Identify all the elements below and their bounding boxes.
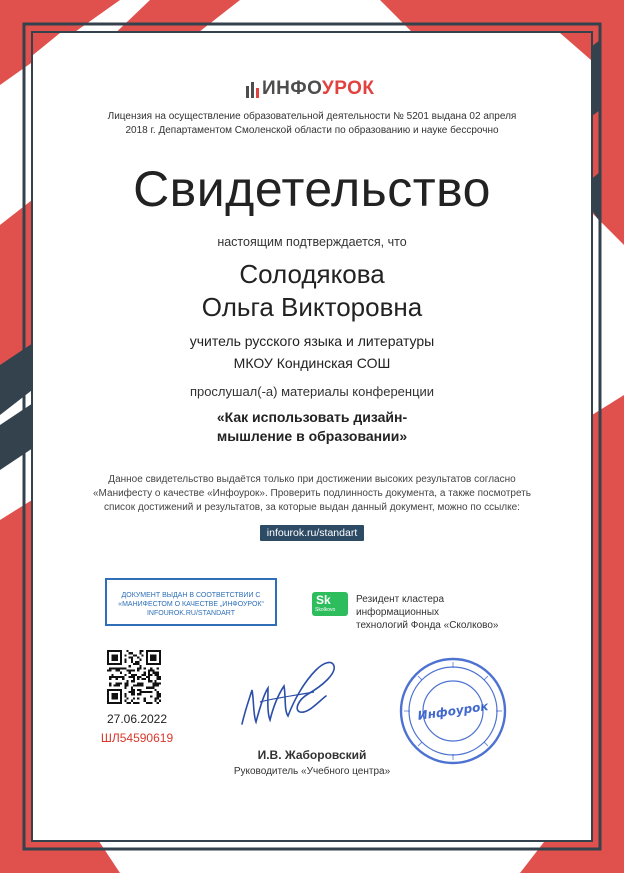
qr-module: [126, 698, 128, 700]
qr-module: [135, 685, 137, 687]
qr-module: [116, 682, 118, 684]
qr-module: [155, 674, 157, 676]
qr-module: [124, 661, 126, 663]
qr-module: [131, 676, 133, 678]
qr-module: [133, 676, 135, 678]
qr-module: [142, 685, 144, 687]
qr-module: [157, 693, 159, 695]
logo-bars-icon: [246, 80, 260, 98]
standart-link-button[interactable]: infourok.ru/standart: [260, 525, 364, 541]
qr-module: [135, 661, 137, 663]
qr-module: [131, 693, 133, 695]
qr-module: [148, 674, 150, 676]
qr-module: [137, 676, 139, 678]
qr-module: [150, 680, 152, 682]
qr-module: [116, 678, 118, 680]
skolkovo-logo-small: Skolkovo: [315, 607, 336, 613]
qr-module: [157, 672, 159, 674]
qr-module: [142, 650, 144, 652]
director-role: Руководитель «Учебного центра»: [233, 766, 391, 777]
qr-module: [126, 650, 128, 652]
qr-module: [120, 667, 122, 669]
qr-module: [157, 682, 159, 684]
skolkovo-logo-text: Sk: [316, 593, 331, 607]
qr-module: [107, 669, 109, 671]
qr-module: [144, 691, 146, 693]
qr-module: [116, 669, 118, 671]
qr-module: [135, 674, 137, 676]
qr-module: [131, 687, 133, 689]
qr-module: [133, 689, 135, 691]
quality-manifest-stamp: [105, 578, 277, 626]
qr-module: [133, 702, 135, 704]
qr-module: [142, 682, 144, 684]
qr-module: [159, 676, 161, 678]
qr-module: [113, 667, 115, 669]
qr-module: [137, 682, 139, 684]
qr-module: [129, 656, 131, 658]
qr-module: [131, 669, 133, 671]
qr-module: [124, 693, 126, 695]
qr-module: [133, 663, 135, 665]
stamp-line: «МАНИФЕСТОМ О КАЧЕСТВЕ „ИНФОУРОК“: [118, 601, 264, 608]
qr-module: [131, 680, 133, 682]
qr-module: [133, 680, 135, 682]
qr-module: [157, 702, 159, 704]
issue-date: 27.06.2022: [106, 712, 168, 726]
qr-module: [124, 659, 126, 661]
qr-module: [150, 702, 152, 704]
qr-module: [152, 682, 154, 684]
qr-module: [111, 667, 113, 669]
qr-module: [152, 672, 154, 674]
seal-stamp-icon: [398, 656, 508, 766]
qr-module: [131, 700, 133, 702]
qr-module: [118, 682, 120, 684]
qr-module: [122, 676, 124, 678]
qr-module: [159, 678, 161, 680]
skolkovo-resident-text: [356, 593, 526, 632]
qr-module: [139, 650, 141, 652]
license-line: 2018 г. Департаментом Смоленской области по образованию и науке бессрочно: [125, 125, 499, 136]
qr-module: [139, 665, 141, 667]
qr-module: [131, 691, 133, 693]
qr-module: [148, 676, 150, 678]
qr-module: [144, 674, 146, 676]
qr-module: [109, 667, 111, 669]
qr-module: [137, 667, 139, 669]
qr-module: [152, 669, 154, 671]
qr-module: [120, 682, 122, 684]
qr-module: [129, 676, 131, 678]
qr-module: [139, 691, 141, 693]
qr-module: [135, 663, 137, 665]
qr-module: [124, 685, 126, 687]
qr-module: [150, 669, 152, 671]
qr-module: [109, 669, 111, 671]
license-line: Лицензия на осуществление образовательной деятельности № 5201 выдана 02 апреля: [107, 111, 517, 122]
qr-module: [150, 691, 152, 693]
license-text: [0, 110, 624, 138]
qr-module: [146, 702, 148, 704]
qr-module: [111, 676, 113, 678]
qr-module: [144, 700, 146, 702]
qr-module: [124, 654, 126, 656]
qr-module: [150, 667, 152, 669]
qr-module: [113, 676, 115, 678]
qr-module: [139, 659, 141, 661]
qr-module: [124, 695, 126, 697]
conference-title: [0, 408, 624, 446]
certificate-title: Свидетельство: [133, 161, 491, 217]
qr-module: [133, 674, 135, 676]
qr-module: [118, 685, 120, 687]
listened-text: прослушал(-а) материалы конференции: [189, 384, 435, 399]
qr-module: [131, 674, 133, 676]
qr-module: [150, 695, 152, 697]
qr-module: [120, 676, 122, 678]
qr-module: [109, 685, 111, 687]
skolkovo-line: Резидент кластера информационных: [356, 594, 445, 618]
qr-module: [144, 672, 146, 674]
qr-module: [139, 689, 141, 691]
qr-module: [148, 680, 150, 682]
qr-module: [142, 678, 144, 680]
qr-module: [124, 674, 126, 676]
qr-module: [126, 669, 128, 671]
qr-module: [148, 687, 150, 689]
qr-module: [139, 682, 141, 684]
qr-module: [152, 687, 154, 689]
qr-module: [159, 700, 161, 702]
notice-line: Данное свидетельство выдаётся только при достижении высоких результатов согласно: [108, 474, 516, 485]
director-name: И.В. Жаборовский: [257, 748, 367, 762]
qr-module: [139, 652, 141, 654]
qr-module: [122, 667, 124, 669]
qr-module: [109, 678, 111, 680]
recipient-position: [0, 330, 624, 374]
logo-part-urok: УРОК: [321, 78, 375, 99]
qr-module: [126, 682, 128, 684]
recipient-surname: Солодякова: [239, 259, 385, 289]
qr-module: [135, 654, 137, 656]
qr-module: [150, 674, 152, 676]
qr-module: [139, 693, 141, 695]
qr-module: [131, 661, 133, 663]
qr-module: [155, 689, 157, 691]
qr-module: [137, 678, 139, 680]
qr-module: [129, 672, 131, 674]
qr-module: [148, 691, 150, 693]
qr-module: [129, 702, 131, 704]
notice-line: «Манифесту о качестве «Инфоурок». Проверить подлинность документа, а также посмотреть: [93, 488, 531, 499]
qr-code-icon[interactable]: [107, 650, 161, 704]
qr-module: [148, 672, 150, 674]
qr-module: [159, 693, 161, 695]
qr-module: [157, 667, 159, 669]
qr-module: [137, 685, 139, 687]
qr-module: [155, 698, 157, 700]
seal-center-text: Инфоурок: [416, 699, 490, 723]
qr-module: [139, 685, 141, 687]
qr-module: [133, 698, 135, 700]
qr-module: [146, 687, 148, 689]
skolkovo-logo: [312, 592, 348, 616]
qr-module: [118, 676, 120, 678]
qr-module: [157, 695, 159, 697]
qr-module: [131, 652, 133, 654]
qr-module: [118, 669, 120, 671]
qr-module: [133, 654, 135, 656]
infourok-logo: [246, 78, 380, 100]
qr-module: [126, 685, 128, 687]
qr-module: [159, 682, 161, 684]
logo-text: [262, 78, 375, 100]
qr-module: [135, 702, 137, 704]
qr-module: [131, 659, 133, 661]
recipient-given-names: Ольга Викторовна: [201, 292, 423, 322]
qr-module: [109, 676, 111, 678]
qr-module: [113, 685, 115, 687]
qr-module: [155, 680, 157, 682]
qr-module: [150, 687, 152, 689]
notice-line: список достижений и результатов, за которые выдан данный документ, можно по ссылке:: [104, 502, 520, 513]
qr-module: [159, 695, 161, 697]
qr-module: [139, 667, 141, 669]
qr-module: [155, 672, 157, 674]
conference-line: мышление в образовании»: [216, 428, 408, 444]
conference-line: «Как использовать дизайн-: [216, 409, 408, 425]
qr-module: [126, 680, 128, 682]
qr-module: [111, 674, 113, 676]
qr-module: [157, 691, 159, 693]
qr-module: [142, 654, 144, 656]
qr-module: [142, 674, 144, 676]
qr-module: [124, 682, 126, 684]
qr-module: [148, 702, 150, 704]
qr-module: [157, 685, 159, 687]
qr-module: [133, 678, 135, 680]
qr-module: [137, 689, 139, 691]
qr-module: [122, 678, 124, 680]
side-red-shape: [592, 395, 624, 873]
stamp-line: ДОКУМЕНТ ВЫДАН В СООТВЕТСТВИИ С: [121, 592, 261, 599]
qr-module: [146, 691, 148, 693]
qr-module: [155, 700, 157, 702]
qr-module: [142, 691, 144, 693]
verification-notice: [0, 473, 624, 515]
logo-part-info: ИНФО: [262, 78, 322, 99]
qr-module: [124, 667, 126, 669]
qr-module: [148, 678, 150, 680]
qr-module: [152, 685, 154, 687]
qr-module: [129, 691, 131, 693]
qr-module: [124, 700, 126, 702]
qr-module: [131, 689, 133, 691]
recipient-name: [0, 258, 624, 324]
qr-module: [116, 676, 118, 678]
confirm-text: настоящим подтверждается, что: [217, 235, 407, 249]
qr-module: [137, 702, 139, 704]
qr-module: [137, 663, 139, 665]
skolkovo-line: технологий Фонда «Сколково»: [356, 620, 499, 631]
stamp-line: INFOUROK.RU/STANDART: [146, 610, 236, 617]
qr-module: [146, 676, 148, 678]
recipient-role: учитель русского языка и литературы: [189, 333, 435, 349]
qr-module: [131, 656, 133, 658]
qr-module: [129, 652, 131, 654]
qr-module: [137, 656, 139, 658]
qr-module: [116, 667, 118, 669]
qr-module: [157, 676, 159, 678]
certificate-serial: ШЛ54590619: [100, 731, 174, 745]
qr-module: [155, 685, 157, 687]
qr-module: [157, 698, 159, 700]
recipient-school: МКОУ Кондинская СОШ: [233, 355, 391, 371]
qr-module: [133, 693, 135, 695]
signature-icon: [234, 652, 344, 737]
qr-module: [118, 667, 120, 669]
qr-module: [120, 672, 122, 674]
qr-module: [144, 678, 146, 680]
qr-module: [109, 682, 111, 684]
qr-module: [124, 687, 126, 689]
qr-module: [155, 682, 157, 684]
qr-module: [157, 674, 159, 676]
qr-module: [137, 661, 139, 663]
qr-module: [126, 702, 128, 704]
qr-module: [139, 676, 141, 678]
qr-module: [137, 693, 139, 695]
qr-module: [129, 665, 131, 667]
qr-module: [157, 678, 159, 680]
qr-module: [137, 669, 139, 671]
qr-module: [133, 685, 135, 687]
side-red-shape: [0, 500, 32, 873]
qr-module: [116, 685, 118, 687]
qr-module: [133, 691, 135, 693]
qr-module: [148, 669, 150, 671]
qr-module: [129, 669, 131, 671]
qr-module: [144, 667, 146, 669]
qr-module: [144, 698, 146, 700]
qr-module: [137, 698, 139, 700]
qr-module: [133, 669, 135, 671]
